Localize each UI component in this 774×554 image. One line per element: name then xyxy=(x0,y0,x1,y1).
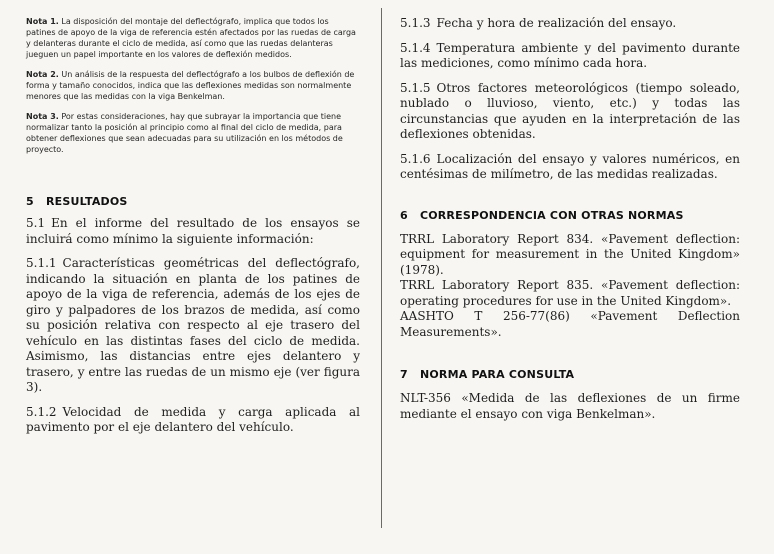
paragraph-5-1-1-text: Características geométricas del deflectógrafo, indicando la situación en planta de los patines de apoyo de la viga de referencia, además de los ejes de giro y palpadores de los brazos de medida, así como su posición relativa con respecto al eje trasero del vehículo en las distintas fases del ciclo de medida. Asimismo, las distancias entre ejes delantero y trasero, y entre las ruedas de un mismo eje (ver figura 3). xyxy=(26,256,360,394)
paragraph-5-1-5-text: Otros factores meteorológicos (tiempo soleado, nublado o lluvioso, viento, etc.) y todas las circunstancias que ayuden en la interpretación de las deflexiones obtenidas. xyxy=(400,80,740,141)
references-list xyxy=(400,232,740,341)
paragraph-5-1-number: 5.1 xyxy=(26,216,46,230)
paragraph-5-1-6 xyxy=(400,152,740,183)
note-2 xyxy=(26,69,360,102)
paragraph-5-1-3-text: Fecha y hora de realización del ensayo. xyxy=(436,16,677,30)
paragraph-5-1 xyxy=(26,216,360,247)
paragraph-5-1-5-number: 5.1.5 xyxy=(400,80,431,95)
paragraph-5-1-3-number: 5.1.3 xyxy=(400,16,431,30)
reference-item: TRRL Laboratory Report 835. «Pavement deflection: operating procedures for use in the United Kingdom». xyxy=(400,278,740,308)
section-6-heading: 6 CORRESPONDENCIA CON OTRAS NORMAS xyxy=(400,208,684,222)
paragraph-5-1-2-number: 5.1.2 xyxy=(26,404,57,419)
note-3 xyxy=(26,111,360,155)
paragraph-5-1-3 xyxy=(400,16,740,32)
left-column xyxy=(26,16,360,445)
consult-reference: NLT-356 «Medida de las deflexiones de un firme mediante el ensayo con viga Benkelman». xyxy=(400,391,740,421)
note-3-label: Nota 3. xyxy=(26,112,59,121)
paragraph-5-1-4 xyxy=(400,41,740,72)
reference-item: AASHTO T 256-77(86) «Pavement Deflection Measurements». xyxy=(400,309,740,339)
note-2-label: Nota 2. xyxy=(26,70,59,79)
note-3-text: Por estas consideraciones, hay que subrayar la importancia que tiene normalizar tanto la posición al principio como al final del ciclo de medida, para obtener deflexiones que sean adecuadas para su utilización en los métodos de proyecto. xyxy=(26,112,343,154)
paragraph-5-1-1 xyxy=(26,256,360,396)
column-divider xyxy=(381,8,382,528)
paragraph-5-1-4-text: Temperatura ambiente y del pavimento durante las mediciones, como mínimo cada hora. xyxy=(400,40,740,70)
paragraph-5-1-1-number: 5.1.1 xyxy=(26,256,57,270)
note-2-text: Un análisis de la respuesta del deflectógrafo a los bulbos de deflexión de forma y tamaño conocidos, indica que las deflexiones medidas son normalmente menores que las medidas con la viga Benkelman. xyxy=(26,70,355,101)
paragraph-5-1-6-number: 5.1.6 xyxy=(400,151,431,166)
right-column xyxy=(400,16,740,422)
section-5-heading: 5 RESULTADOS xyxy=(26,195,128,208)
note-1-text: La disposición del montaje del deflectógrafo, implica que todos los patines de apoyo de la viga de referencia estén afectados por las ruedas de carga y delanteras durante el ciclo de medida, así como que las ruedas delanteras jueguen un papel importante en los valores de deflexión medidos. xyxy=(26,17,356,59)
paragraph-5-1-6-text: Localización del ensayo y valores numéricos, en centésimas de milímetro, de las medidas realizadas. xyxy=(400,151,740,181)
paragraph-5-1-2-text: Velocidad de medida y carga aplicada al pavimento por el eje delantero del vehículo. xyxy=(26,404,360,434)
section-7-heading: 7 NORMA PARA CONSULTA xyxy=(400,368,575,381)
note-1 xyxy=(26,16,360,60)
paragraph-5-1-2 xyxy=(26,405,360,436)
note-1-label: Nota 1. xyxy=(26,17,59,26)
paragraph-5-1-5 xyxy=(400,81,740,143)
paragraph-5-1-text: En el informe del resultado de los ensayos se incluirá como mínimo la siguiente información: xyxy=(26,216,360,246)
reference-item: TRRL Laboratory Report 834. «Pavement deflection: equipment for measurement in the United Kingdom» (1978). xyxy=(400,231,740,277)
paragraph-5-1-4-number: 5.1.4 xyxy=(400,40,431,55)
